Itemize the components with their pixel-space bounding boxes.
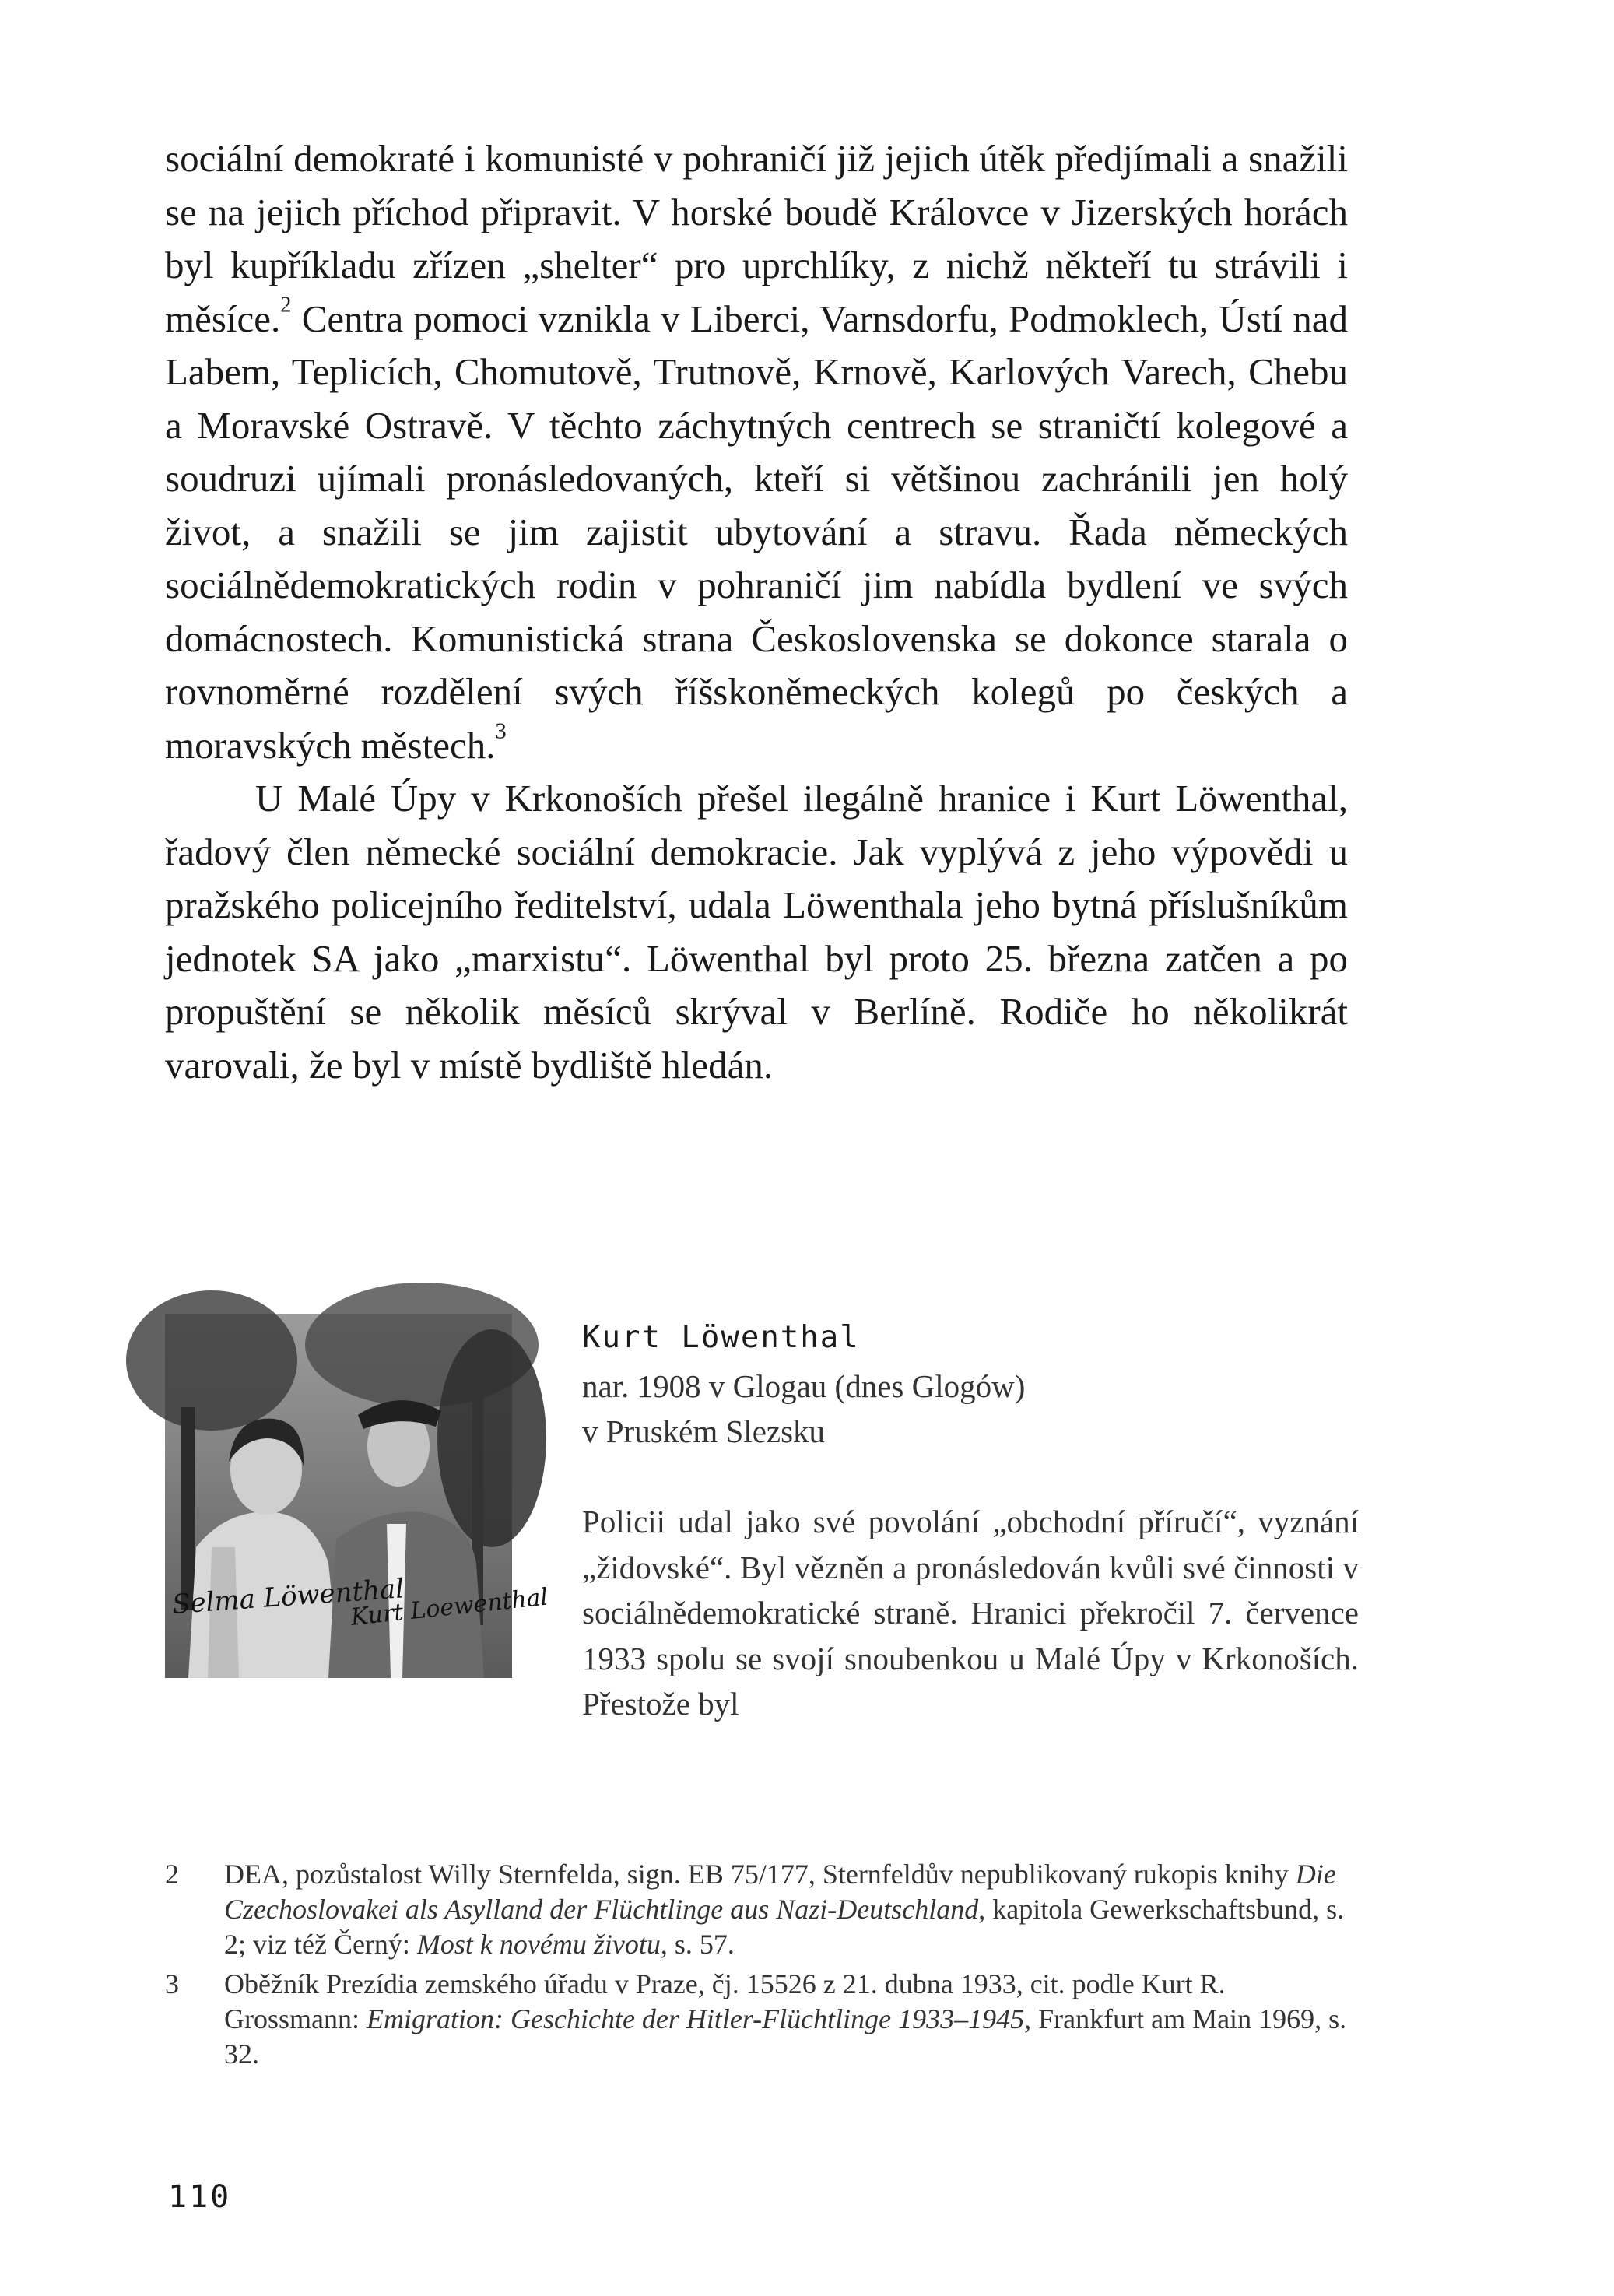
bio-birth [582,1364,1360,1454]
photo-inscription-left: Selma Löwenthal [170,1573,405,1620]
photo-inscription-right: Kurt Loewenthal [349,1583,549,1631]
page-number: 110 [168,2179,232,2215]
footnotes [165,1857,1356,2077]
footnote-text: Oběžník Prezídia zemského úřadu v Praze, čj. 15526 z 21. dubna 1933, cit. podle Kurt R. Grossmann: Emigration: Geschichte der Hitler-Flüchtlinge 1933–1945, Frankfurt am Main 1969, s. 32. [224,1968,1347,2070]
footnote [165,1967,1356,2072]
footnote-number: 2 [165,1859,179,1890]
footnote-text: DEA, pozůstalost Willy Sternfelda, sign. EB 75/177, Sternfeldův nepublikovaný rukopis knihy Die Czechoslovakei als Asylland der Flüchtlinge aus Nazi-Deutschland, kapitola Gewerkschaftsbund, s. 2; viz též Černý: Most k novému životu, s. 57. [224,1859,1345,1960]
footnote-number: 3 [165,1968,179,1999]
bio-birth-line-1: nar. 1908 v Glogau (dnes Glogów) [582,1368,1026,1404]
footnote [165,1857,1356,1962]
portrait-photo [165,1314,549,1678]
paragraph-1: sociální demokraté i komunisté v pohraničí již jejich útěk předjímali a snažili se na jejich příchod připravit. V horské boudě Královce v Jizerských horách byl kupříkladu zřízen „shelter“ pro uprchlíky, z nichž někteří tu strávili i měsíce.$^2$ Centra pomoci vznikla v Liberci, Varnsdorfu, Podmoklech, Ústí nad Labem, Teplicích, Chomutově, Trutnově, Krnově, Karlových Varech, Chebu a Moravské Ostravě. V těchto záchytných centrech se straničtí kolegové a soudruzi ujímali pronásledovaných, kteří si většinou zachránili jen holý život, a snažili se jim zajistit ubytování a stravu. Řada německých sociálnědemokratických rodin v pohraničí jim nabídla bydlení ve svých domácnostech. Komunistická strana Československa se dokonce starala o rovnoměrné rozdělení svých říšskoněmeckých kolegů po českých a moravských městech.$^3$ [165,137,1348,767]
main-text [165,132,1348,1092]
footnote-ref-3[interactable]: 3 [495,718,507,743]
paragraph-2: U Malé Úpy v Krkonoších přešel ilegálně hranice i Kurt Löwenthal, řadový člen německé sociální demokracie. Jak vyplývá z jeho výpovědi u pražského policejního ředitelství, udala Löwenthala jeho bytná příslušníkům jednotek SA jako „marxistu“. Löwenthal byl proto 25. března zatčen a po propuštění se několik měsíců skrýval v Berlíně. Rodiče ho několikrát varovali, že byl v místě bydliště hledán. [165,777,1348,1087]
bio-text: Policii udal jako své povolání „obchodní příručí“, vyznání „židovské“. Byl vězněn a pronásledován kvůli své činnosti v sociálnědemokratické straně. Hranici překročil 7. července 1933 spolu se svojí snoubenkou u Malé Úpy v Krkonoších. Přestože byl [582,1504,1359,1722]
bio-birth-line-2: v Pruském Slezsku [582,1413,826,1449]
footnote-ref-2[interactable]: 2 [280,292,292,317]
bio-name: Kurt Löwenthal [582,1320,860,1355]
